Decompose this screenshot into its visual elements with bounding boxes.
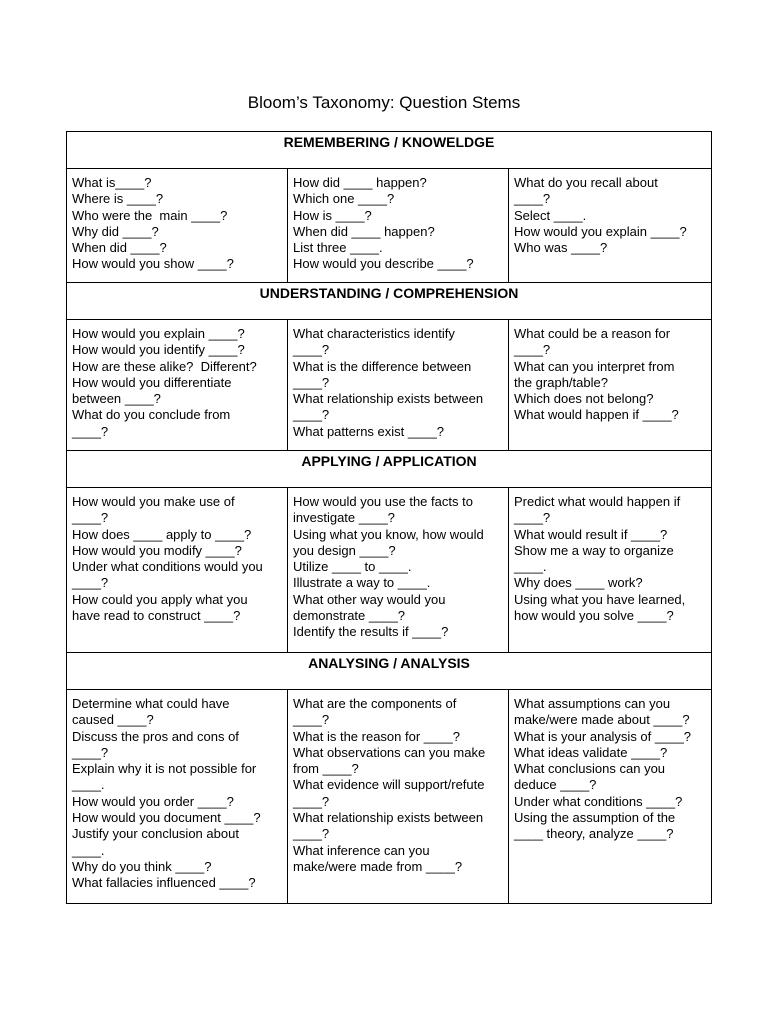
question-stem: Show me a way to organize [514,542,674,558]
question-stem: Utilize ____ to ____. [293,559,412,575]
stem-column-1 [67,320,288,451]
question-stem: What inference can you [293,842,430,858]
question-stem: How would you make use of [72,494,235,509]
question-stem: Using what you know, how would [293,526,484,542]
question-stem: Under what conditions would you [72,559,263,575]
question-stem: How would you document ____? [72,810,261,826]
question-stem: Why do you think ____? [72,858,212,874]
question-stem: How would you explain ____? [72,326,245,341]
question-stem: How would you modify ____? [72,542,242,558]
section-content-row [67,690,712,904]
question-stem: When did ____ happen? [293,223,435,239]
question-stem: How would you show ____? [72,256,234,272]
question-stem: Illustrate a way to ____. [293,575,431,591]
question-stem: Who was ____? [514,240,608,256]
question-stems-table [66,131,712,904]
question-stem: between ____? [72,391,161,407]
question-stem: deduce ____? [514,777,597,793]
question-stem: What is____? [72,175,152,190]
question-stem: What relationship exists between [293,391,484,407]
stem-column-1 [67,488,288,653]
stem-column-3 [509,690,712,904]
question-stem: ____? [293,342,330,358]
question-stem: What other way would you [293,591,446,607]
question-stem: Where is ____? [72,191,164,207]
question-stem: have read to construct ____? [72,608,241,624]
question-stem: Under what conditions ____? [514,793,683,809]
question-stem: What characteristics identify [293,326,455,341]
section-content-row [67,320,712,451]
question-stem: When did ____? [72,240,167,256]
stem-column-1 [67,690,288,904]
question-stem: What evidence will support/refute [293,777,485,793]
question-stem: What relationship exists between [293,810,484,826]
question-stem: demonstrate ____? [293,608,406,624]
question-stem: How would you identify ____? [72,342,245,358]
question-stem: Predict what would happen if [514,494,681,509]
stem-column-2 [288,320,509,451]
question-stem: Select ____. [514,207,587,223]
question-stem: How would you describe ____? [293,256,474,272]
question-stem: ____? [293,826,330,842]
question-stem: ____? [293,374,330,390]
question-stem: Determine what could have [72,696,230,711]
question-stem: What do you recall about [514,175,658,190]
question-stem: how would you solve ____? [514,608,674,624]
question-stem: from ____? [293,761,359,777]
question-stem: Who were the main ____? [72,207,228,223]
question-stem: How did ____ happen? [293,175,427,190]
question-stem: Discuss the pros and cons of [72,728,239,744]
stem-column-3 [509,320,712,451]
question-stem: ____? [293,407,330,423]
section-content-row [67,488,712,653]
section-heading-text: ANALYSING / ANALYSIS [308,655,470,671]
question-stem: What could be a reason for [514,326,671,341]
question-stem: What can you interpret from [514,358,675,374]
section-header-row [67,451,712,488]
question-stem: How is ____? [293,207,372,223]
question-stem: List three ____. [293,240,383,256]
question-stem: caused ____? [72,712,154,728]
section-heading-text: APPLYING / APPLICATION [301,453,477,469]
question-stem: What patterns exist ____? [293,423,445,439]
stem-column-2 [288,488,509,653]
section-heading [67,283,712,320]
section-heading [67,132,712,169]
question-stem: Why does ____ work? [514,575,643,591]
question-stem: ____? [293,793,330,809]
section-header-row [67,132,712,169]
question-stem: ____? [514,510,551,526]
question-stem: What assumptions can you [514,696,671,711]
question-stem: What would happen if ____? [514,407,679,423]
question-stem: ____? [293,712,330,728]
question-stem: How could you apply what you [72,591,248,607]
stem-column-1 [67,169,288,283]
stem-column-2 [288,690,509,904]
question-stem: the graph/table? [514,374,608,390]
question-stem: What is your analysis of ____? [514,728,692,744]
question-stem: What ideas validate ____? [514,744,668,760]
question-stem: How would you differentiate [72,374,232,390]
question-stem: Which does not belong? [514,391,654,407]
question-stem: ____? [72,744,109,760]
question-stem: How are these alike? Different? [72,358,257,374]
section-heading-text: REMEMBERING / KNOWELDGE [283,134,495,150]
question-stem: ____? [72,423,109,439]
question-stem: Using what you have learned, [514,591,686,607]
section-header-row [67,283,712,320]
question-stem: Justify your conclusion about [72,826,239,842]
question-stem: ____. [72,842,105,858]
question-stem: make/were made from ____? [293,858,463,874]
question-stem: What is the difference between [293,358,472,374]
question-stem: you design ____? [293,542,396,558]
question-stem: What would result if ____? [514,526,668,542]
question-stem: What observations can you make [293,744,486,760]
question-stem: ____. [72,777,105,793]
page-title: Bloom’s Taxonomy: Question Stems [247,93,521,112]
question-stem: ____? [514,342,551,358]
question-stem: How does ____ apply to ____? [72,526,252,542]
question-stem: How would you explain ____? [514,223,687,239]
stem-column-3 [509,488,712,653]
question-stem: How would you use the facts to [293,494,473,509]
question-stem: What is the reason for ____? [293,728,460,744]
question-stem: How would you order ____? [72,793,234,809]
section-heading [67,451,712,488]
question-stem: What fallacies influenced ____? [72,875,256,891]
question-stem: make/were made about ____? [514,712,690,728]
question-stem: ____. [514,559,547,575]
question-stem: What conclusions can you [514,761,666,777]
section-heading [67,653,712,690]
stem-column-3 [509,169,712,283]
section-header-row [67,653,712,690]
question-stem: ____? [514,191,551,207]
question-stem: Identify the results if ____? [293,624,449,640]
question-stem: What are the components of [293,696,457,711]
question-stem: Using the assumption of the [514,810,676,826]
stem-column-2 [288,169,509,283]
question-stem: ____? [72,575,109,591]
question-stem: ____ theory, analyze ____? [514,826,674,842]
question-stem: Explain why it is not possible for [72,761,257,777]
section-content-row [67,169,712,283]
question-stem: Why did ____? [72,223,159,239]
question-stem: Which one ____? [293,191,395,207]
question-stem: investigate ____? [293,510,395,526]
question-stem: What do you conclude from [72,407,231,423]
question-stem: ____? [72,510,109,526]
section-heading-text: UNDERSTANDING / COMPREHENSION [259,285,519,301]
